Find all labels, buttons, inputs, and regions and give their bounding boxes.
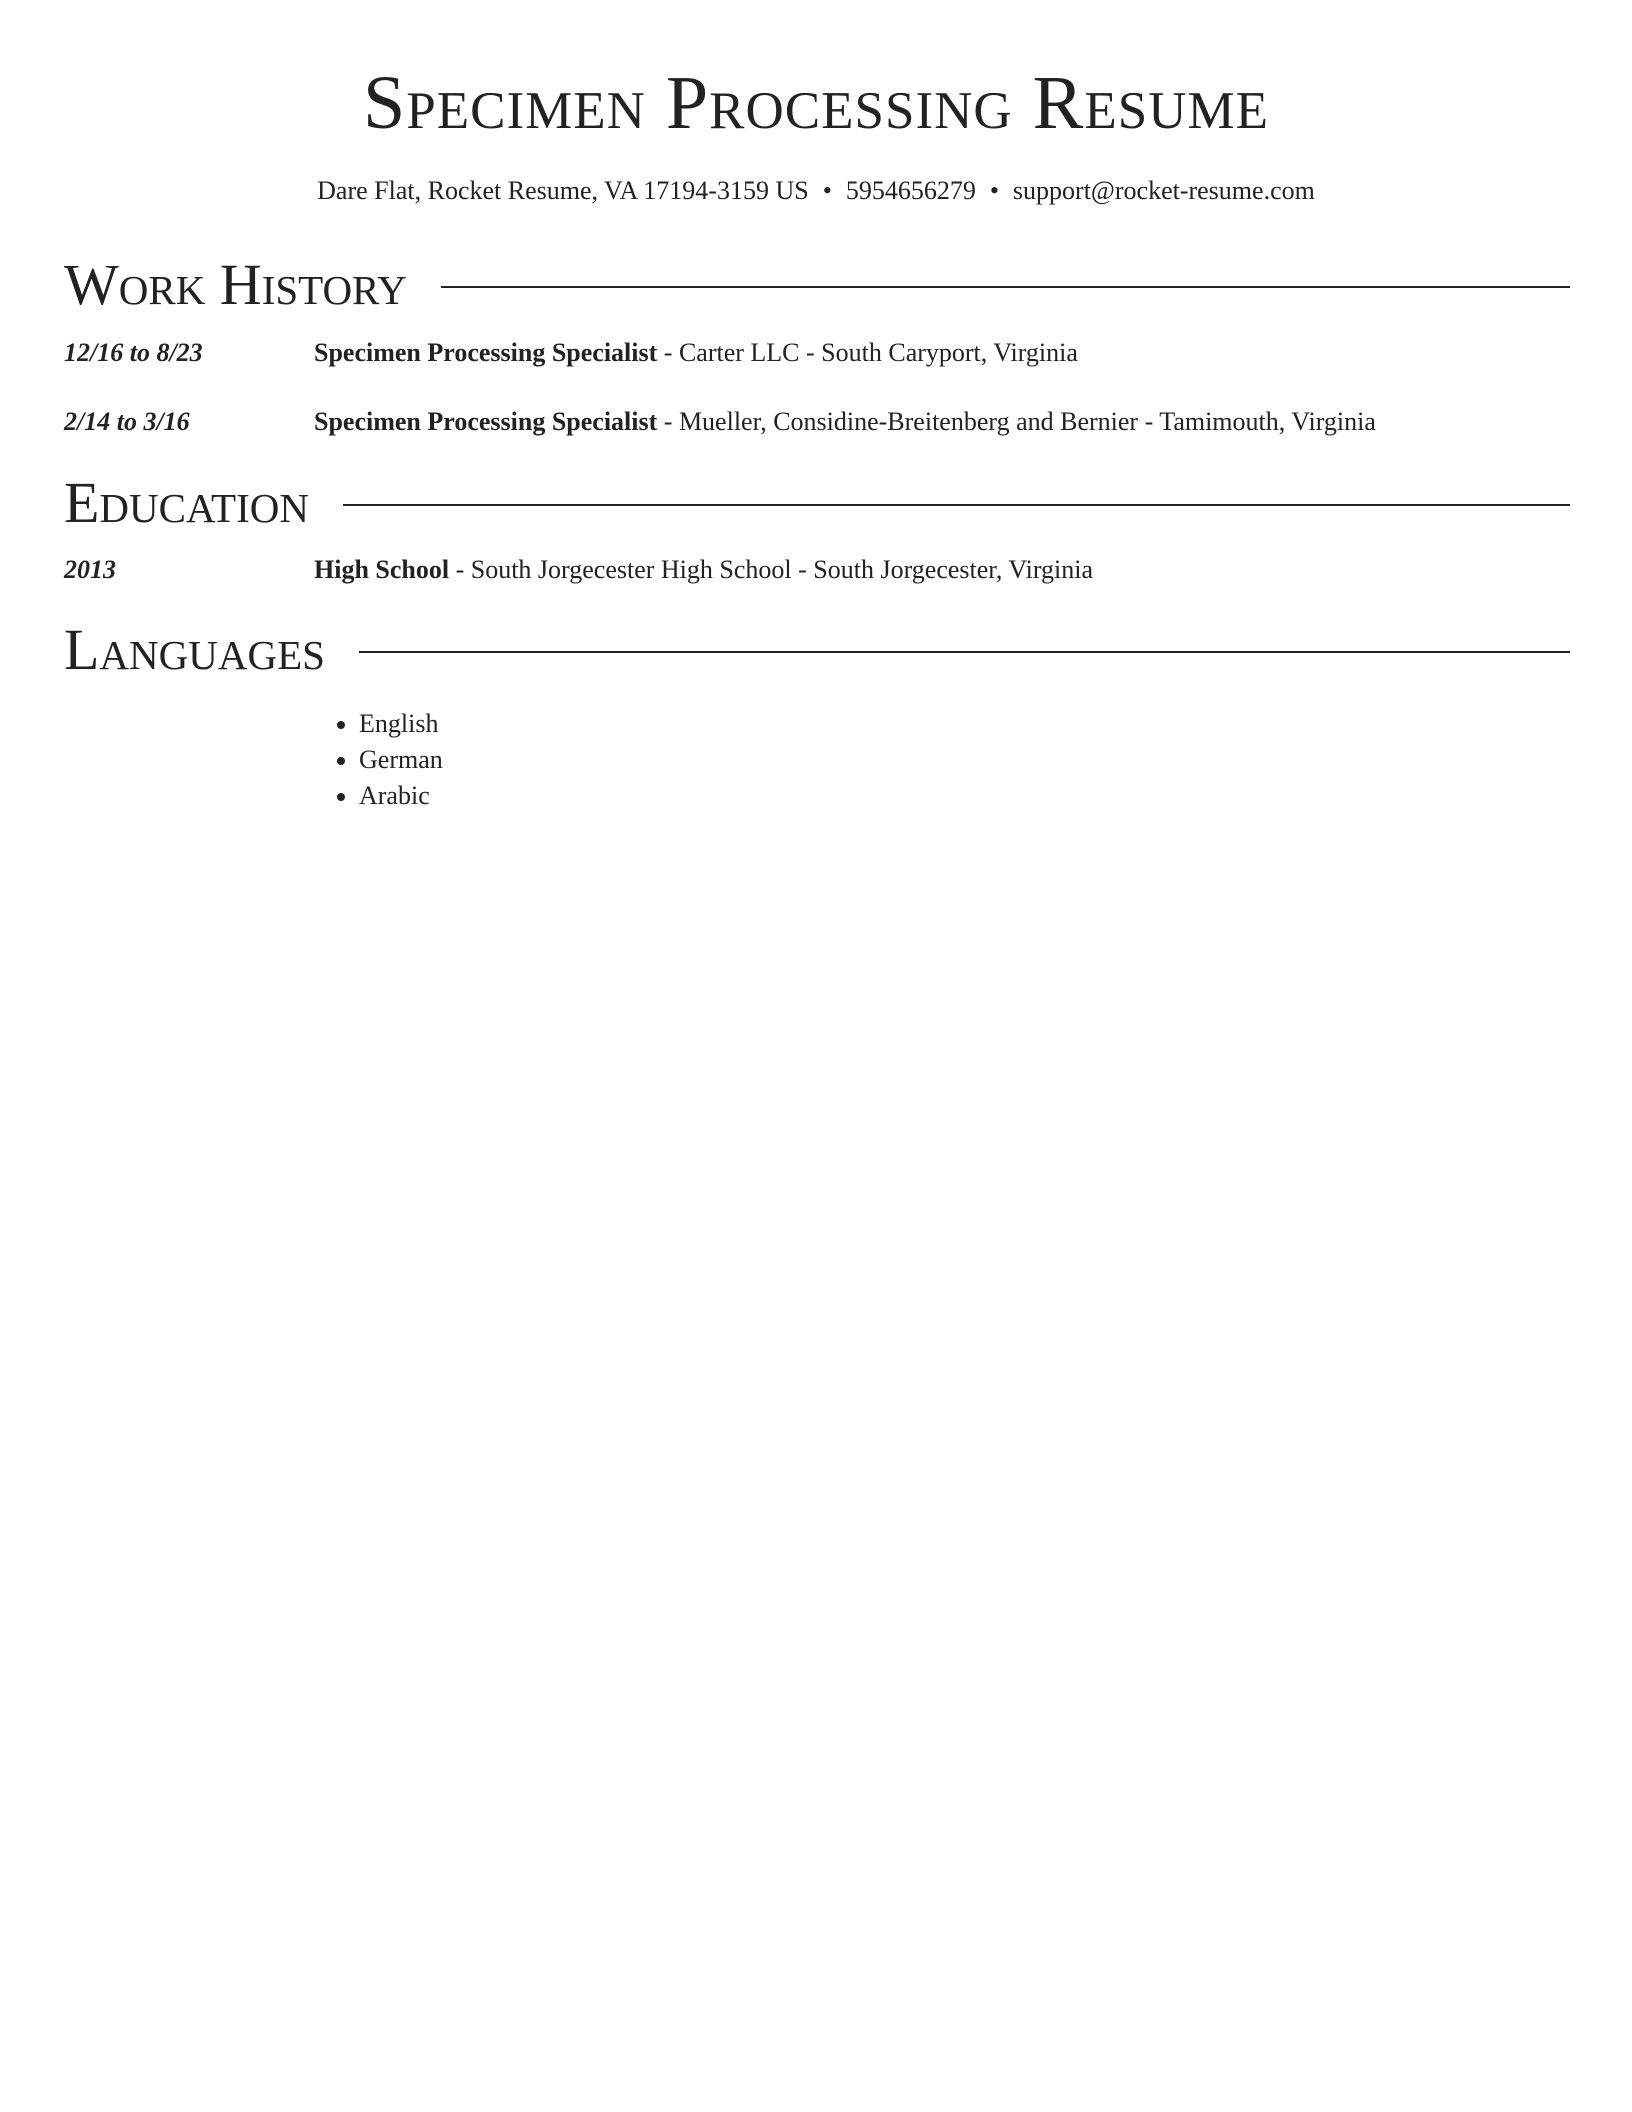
contact-line — [0, 174, 1632, 208]
entry-description — [314, 553, 1093, 587]
entry-title: Specimen Processing Specialist — [314, 338, 658, 367]
language-item: • English — [359, 706, 443, 742]
section-work-history — [64, 252, 1570, 318]
section-heading: Education — [64, 470, 309, 535]
contact-separator: • — [989, 176, 999, 205]
entry-description — [314, 405, 1376, 439]
entry-date: 2013 — [64, 555, 116, 584]
entry-details: - South Jorgecester High School - South Jorgecester, Virginia — [449, 555, 1094, 584]
section-heading: Languages — [64, 617, 325, 682]
languages-list — [314, 706, 443, 814]
entry-details: - Carter LLC - South Caryport, Virginia — [657, 338, 1078, 367]
entry-date: 2/14 to 3/16 — [64, 407, 190, 436]
section-divider — [359, 651, 1570, 653]
section-heading: Work History — [64, 252, 407, 317]
entry-description — [314, 336, 1078, 370]
section-divider — [441, 286, 1570, 288]
section-languages — [64, 617, 1570, 683]
section-education — [64, 470, 1570, 536]
language-item: • German — [359, 742, 443, 778]
entry-title: Specimen Processing Specialist — [314, 407, 658, 436]
resume-title: Specimen Processing Resume — [363, 61, 1269, 145]
language-item: • Arabic — [359, 778, 443, 814]
entry-details: - Mueller, Considine-Breitenberg and Bernier - Tamimouth, Virginia — [657, 407, 1376, 436]
contact-email: support@rocket-resume.com — [1012, 176, 1315, 205]
contact-phone: 5954656279 — [845, 176, 976, 205]
contact-address: Dare Flat, Rocket Resume, VA 17194-3159 US — [317, 176, 809, 205]
entry-title: High School — [314, 555, 450, 584]
contact-separator: • — [822, 176, 832, 205]
entry-date: 12/16 to 8/23 — [64, 338, 203, 367]
section-divider — [343, 504, 1570, 506]
